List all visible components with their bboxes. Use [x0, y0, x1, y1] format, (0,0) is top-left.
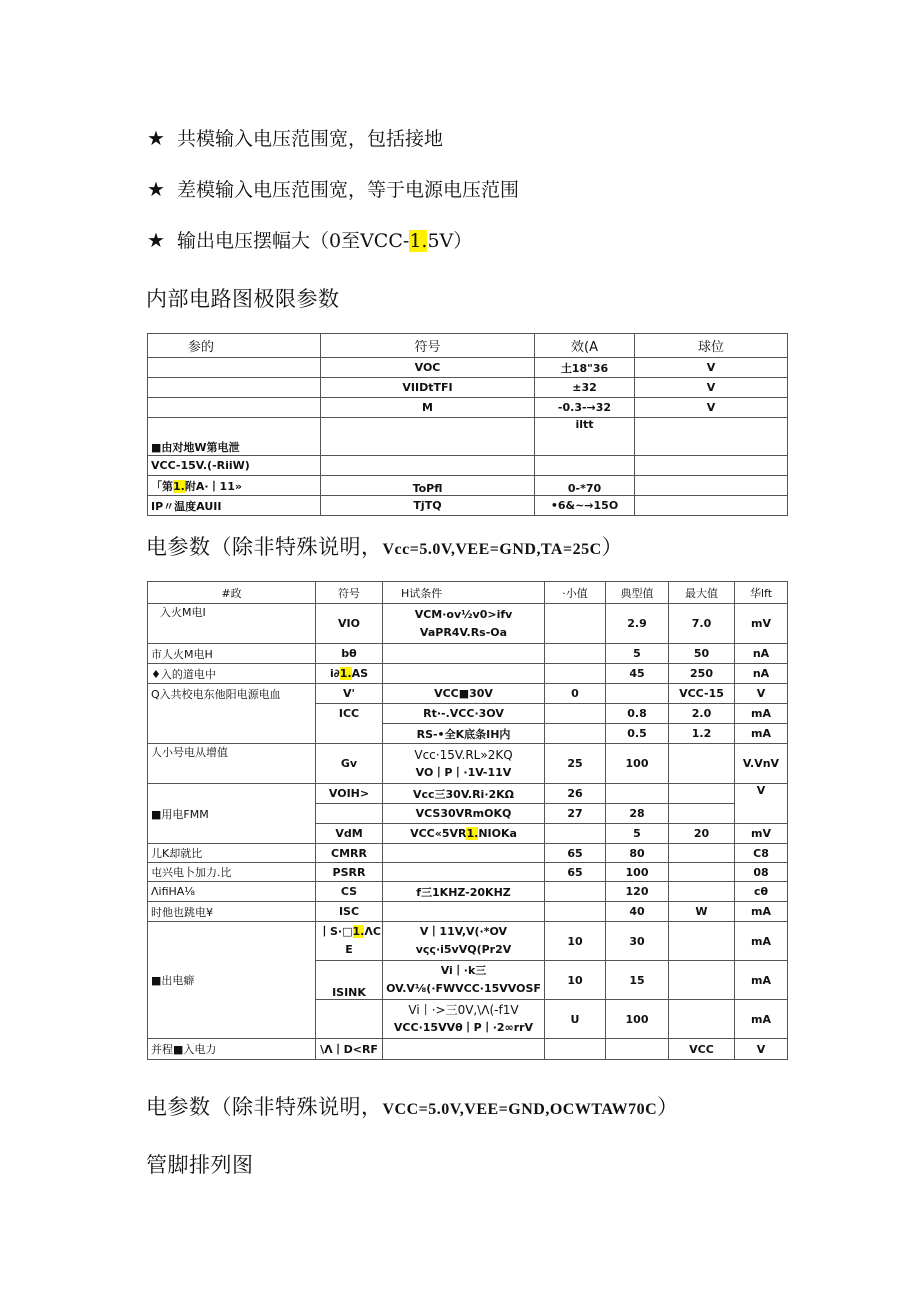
table-row: VCC-15V.(-RiiW)	[148, 456, 788, 476]
section-heading-electrical: 电参数（除非特殊说明，Vcc=5.0V,VEE=GND,TA=25C）	[146, 535, 624, 559]
highlight: 1.	[339, 667, 352, 680]
section-heading-electrical-extended: 电参数（除非特殊说明，VCC=5.0V,VEE=GND,OCWTAW70C）	[146, 1095, 679, 1119]
highlight: 1.	[466, 827, 479, 840]
section-heading-pinout: 管脚排列图	[146, 1153, 254, 1177]
table-row: 并程■入电力 \Λ丨D<RF VCC V	[148, 1039, 788, 1060]
table-row: M -0.3-→32 V	[148, 398, 788, 418]
table-row: IP〃温度AUII TjTQ •6&~→15O	[148, 496, 788, 516]
highlight: 1.	[173, 479, 185, 493]
table-row: RS-•全K底条IH内 0.5 1.2 mA	[148, 724, 788, 744]
section-heading-limits: 内部电路图极限参数	[146, 287, 340, 311]
electrical-table	[147, 581, 788, 1060]
table-row: 儿K却就比 CMRR 65 80 C8	[148, 844, 788, 863]
table-row: VIIDtTFI ±32 V	[148, 378, 788, 398]
table-row: ■出电癖 ISINK Vi丨·k三 OV.V⅛(·FWVCC·15VVOSF 10 15 mA	[148, 961, 788, 1000]
table-row: VOC 土18"36 V	[148, 358, 788, 378]
table-row: 丨S·□1.ΛC E V丨11V,V(·*OV vςς·i5vVQ(Pr2V 10 30 mA	[148, 922, 788, 961]
table-row: 「第1.附A·丨11» ToPfl 0-*70	[148, 476, 788, 496]
feature-bullet: ★ 共模输入电压范围宽，包括接地	[147, 126, 444, 150]
table-row: ♦入的道电中 i∂1.AS 45 250 nA	[148, 664, 788, 684]
table-row: ■用电FMM VCS30VRmOKQ 27 28	[148, 804, 788, 824]
table-row: 人小号电从增值 Gv Vcc·15V.RL»2KQ VO丨P丨·1V-11V 25 100 V.VnV	[148, 744, 788, 784]
table-row: Q入共校电东他阳电源电血 V' VCC■30V 0 VCC-15 V	[148, 684, 788, 704]
table-row: VdM VCC«5VR1.NIOKa 5 20 mV	[148, 824, 788, 844]
limits-table	[147, 333, 788, 516]
table-header-row: #政 符号 H试条件 ·小值 典型值 最大值 华lft	[148, 582, 788, 604]
table-row: 屯兴电卜加力.比 PSRR 65 100 08	[148, 863, 788, 882]
feature-bullet: ★ 差模输入电压范围宽，等于电源电压范围	[147, 177, 520, 201]
table-row: ICC Rt·-.VCC·3OV 0.8 2.0 mA	[148, 704, 788, 724]
table-row: Vi丨·>三0V,\Λ(-f1V VCC·15VVθ丨P丨·2∞rrV U 100 mA	[148, 1000, 788, 1039]
star-icon: ★	[147, 228, 165, 252]
table-row: ΛifiHA⅛ CS f三1KHZ-20KHZ 120 cθ	[148, 882, 788, 902]
table-header-row: 参的 符号 效(A 球位	[148, 334, 788, 358]
star-icon: ★	[147, 126, 165, 150]
table-row: 时他也跳电¥ ISC 40 W mA	[148, 902, 788, 922]
highlight: 1.	[352, 925, 365, 938]
table-row: VOIH> Vcc三30V.Ri·2KΩ 26 V	[148, 784, 788, 804]
table-row: 入火M电I VIO VCM·ov½v0>ifv VaPR4V.Rs-Oa 2.9 7.0 mV	[148, 604, 788, 644]
feature-bullet: ★ 输出电压摆幅大（0至VCC-1.5V）	[147, 228, 473, 252]
star-icon: ★	[147, 177, 165, 201]
table-row: ■由对地W第电泄 iltt	[148, 418, 788, 456]
highlight: 1.	[409, 230, 428, 252]
table-row: 市人火M电H bθ 5 50 nA	[148, 644, 788, 664]
